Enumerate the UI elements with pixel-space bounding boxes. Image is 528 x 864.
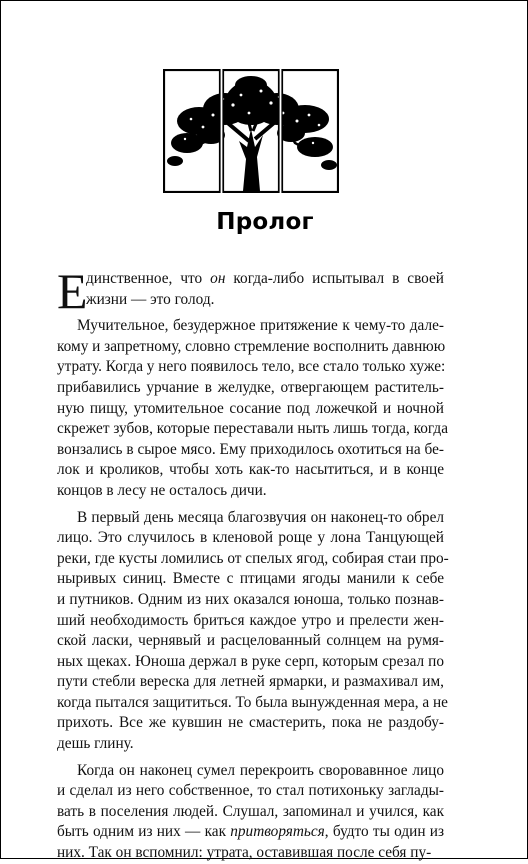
text-line: ской ласки, чернявый и расцелованный солнцем на румя-	[57, 632, 444, 650]
emphasis: притворяться	[230, 823, 325, 841]
paragraph	[57, 508, 449, 755]
text-line: жизни — это голод.	[86, 290, 215, 308]
text-line: них. Так он вспомнил: утрата, оставившая после себя пу-	[57, 844, 432, 862]
text-line: дешь глину.	[57, 735, 134, 753]
text-line: ший необходимость бриться каждое утро и прелести жен-	[57, 611, 444, 629]
text-line: и путников. Одним из них оказался юноша, только познав-	[57, 590, 444, 608]
text-line: и сделал из него собственное, то стал потихоньку заглады-	[57, 782, 444, 800]
emphasis: он	[210, 270, 226, 287]
text-line: ных щеках. Юноша держал в руке серп, которым срезал по	[57, 652, 444, 670]
text-line: динственное, что он когда-либо испытывал в своей	[86, 270, 444, 287]
text-line: когда пытался защититься. То была вынужденная мера, а не	[57, 693, 448, 711]
text-line: быть одним из них — как притворяться, будто ты один из	[57, 823, 444, 841]
paragraph	[57, 269, 444, 310]
text-line: ную пищу, утомительное сосание под ложечкой и ночной	[57, 399, 444, 417]
chapter-title: Пролог	[216, 209, 314, 235]
tree-triptych-emblem	[163, 69, 339, 193]
text-line: реки, где кусты ломились от спелых ягод, собирая стаи про-	[57, 549, 449, 567]
text-line: скрежет зубов, которые переставали ныть лишь тогда, когда	[57, 420, 449, 438]
text-line: пути стебли вереска для летней ярмарки, и размахивал им,	[57, 673, 444, 691]
text-line: Мучительное, безудержное притяжение к чему-то дале-	[77, 317, 444, 335]
text-line: кому и запретному, словно стремление восполнить давнюю	[57, 337, 446, 355]
paragraph	[57, 761, 444, 864]
text-line: утрату. Когда у него появилось тело, все стало только хуже:	[57, 358, 446, 376]
text-line: ныривых синиц. Вместе с птицами ягоды манили к себе	[57, 570, 444, 588]
text-line: прибавились урчание в желудке, отвергающем раститель-	[57, 378, 444, 396]
text-line: лицо. Это случилось в кленовой роще у лона Танцующей	[57, 529, 444, 547]
paragraph	[57, 316, 449, 501]
text-line: В первый день месяца благозвучия он наконец-то обрел	[77, 508, 444, 526]
text-line: Когда он наконец сумел перекроить своровавнное лицо	[77, 761, 444, 779]
text-line: лок и кроликов, чтобы хоть как-то насытиться, и в конце	[57, 461, 444, 479]
text-line: вонзались в сырое мясо. Ему приходилось охотиться на бе-	[57, 440, 444, 458]
text-line: прихоть. Все же кувшин не смастерить, пока не раздобу-	[57, 714, 444, 732]
drop-cap: Е	[57, 263, 88, 319]
chapter-body-text	[57, 263, 449, 864]
text-line: вать в поселения людей. Слушал, запоминал и учился, как	[57, 802, 444, 820]
text-line: концов в лесу не осталось дичи.	[57, 481, 267, 499]
